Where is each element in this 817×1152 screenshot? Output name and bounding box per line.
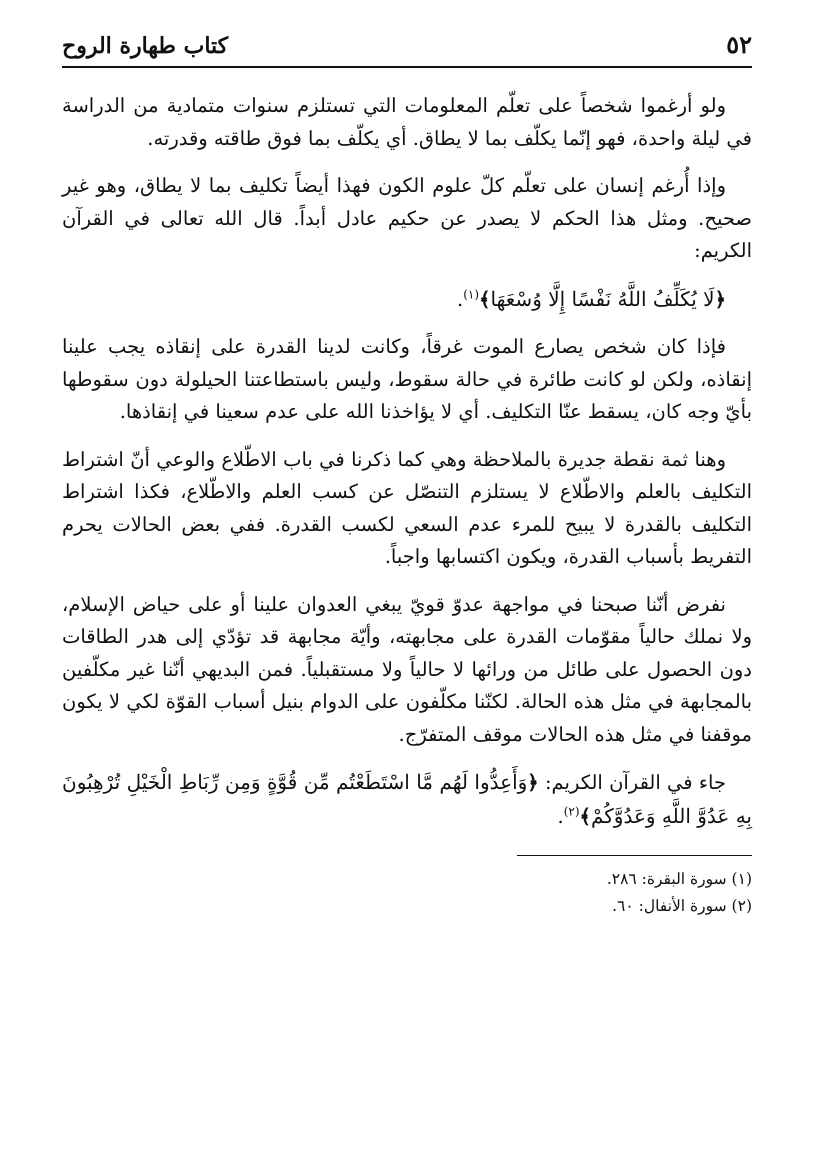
- verse-2-trail: .: [557, 804, 564, 828]
- book-title: كتاب طهارة الروح: [62, 33, 229, 59]
- footnote-ref-2: (٢): [563, 804, 580, 818]
- paragraph-5: نفرض أنّنا صبحنا في مواجهة عدوّ قويّ يبغي العدوان علينا أو على حياض الإسلام، ولا نملك حالياً مقوّمات القدرة على مجابهته، وأيّة مجابهة قد تؤدّي إلى هدر الطاقات دون الحصول على طائل من ورائها لا حالياً ولا مستقبلياً. فمن البديهي أنّنا غير مكلّفين بالمجابهة في مثل هذه الحالة. لكنّنا مكلّفون على الدوام بنيل أسباب القوّة لكي لا يكون موقفنا في مثل هذه الحالات موقف المتفرّج.: [62, 592, 752, 746]
- paragraph-4: وهنا ثمة نقطة جديرة بالملاحظة وهي كما ذكرنا في باب الاطّلاع والوعي أنّ اشتراط التكليف بالعلم والاطّلاع لا يستلزم التنصّل عن كسب العلم والاطّلاع، فكذا اشتراط التكليف بالقدرة لا يبيح للمرء عدم السعي لكسب القدرة. ففي بعض الحالات يحرم التفريط بأسباب القدرة، ويكون اكتسابها واجباً.: [62, 447, 752, 568]
- paragraph-3: فإذا كان شخص يصارع الموت غرقاً، وكانت لدينا القدرة على إنقاذه يجب علينا إنقاذه، ولكن لو كانت طائرة في حالة سقوط، وليس باستطاعتنا الحيلولة دون سقوطها بأيّ وجه كان، يسقط عنّا التكليف. أي لا يؤاخذنا الله على عدم سعينا في إنقاذها.: [62, 335, 752, 423]
- running-header: [62, 28, 752, 68]
- footnote-divider: [517, 855, 752, 856]
- ornate-bracket-close: ﴾: [579, 804, 591, 828]
- verse-1-text: لَا يُكَلِّفُ اللَّهُ نَفْسًا إِلَّا وُسْعَهَا: [490, 286, 715, 311]
- page-number: ٥٢: [726, 30, 752, 59]
- quran-verse-2: [62, 766, 752, 833]
- ornate-bracket-open: ﴿: [527, 771, 539, 794]
- footnote-1: (١) سورة البقرة: ٢٨٦.: [606, 870, 752, 888]
- footnote-2: (٢) سورة الأنفال: ٦٠.: [612, 897, 752, 915]
- quran-verse-1: [62, 283, 752, 317]
- paragraph-1: ولو أرغموا شخصاً على تعلّم المعلومات التي تستلزم سنوات متمادية من الدراسة في ليلة واحدة، فهو إنّما يكلّف بما لا يطاق. أي يكلّف بما فوق طاقته وقدرته.: [62, 94, 752, 150]
- ornate-bracket-open: ﴿: [714, 287, 726, 311]
- verse-2-lead: جاء في القرآن الكريم:: [544, 771, 727, 794]
- footnotes: [62, 866, 752, 920]
- book-page: [62, 28, 752, 920]
- page-body: [62, 90, 752, 833]
- verse-2-text: وَأَعِدُّوا لَهُم مَّا اسْتَطَعْتُم مِّن قُوَّةٍ وَمِن رِّبَاطِ الْخَيْلِ تُرْهِبُونَ بِهِ عَدُوَّ اللَّهِ وَعَدُوَّكُمْ: [62, 770, 752, 828]
- ornate-bracket-close: ﴾: [479, 287, 491, 311]
- footnote-ref-1: (١): [463, 287, 480, 301]
- paragraph-2: وإذا أُرغم إنسان على تعلّم كلّ علوم الكون فهذا أيضاً تكليف بما لا يطاق، وهو غير صحيح. ومثل هذا الحكم لا يصدر عن حكيم عادل أبداً. قال الله تعالى في القرآن الكريم:: [62, 174, 752, 262]
- verse-1-trail: .: [457, 287, 464, 311]
